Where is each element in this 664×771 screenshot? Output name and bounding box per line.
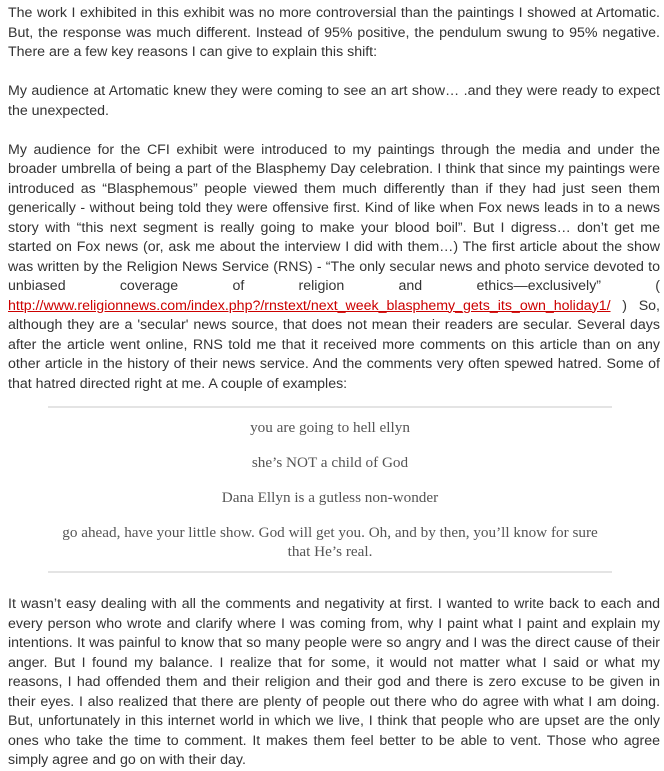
quote-spacer (48, 437, 612, 453)
quote-item: you are going to hell ellyn (250, 419, 410, 436)
cfi-text-before-link: My audience for the CFI exhibit were introduced to my paintings through the media and under the broader umbrella of being a part of the Blasphemy Day celebration. I think that since my paintings were introduced as “Blasphemous” people viewed them much differently than if they had just seen them generically - without being told they were offensive first. Kind of like when Fox news leads in to a news story with “this next segment is really going to make your blood boil”. But I digress… don’t get me started on Fox news (or, ask me about the interview I did with them…) The first article about the show was written by the Religion News Service (RNS) - “The only secular news and photo service devoted to unbiased coverage of religion and ethics—exclusively” ( (8, 141, 660, 294)
paragraph-gap (8, 121, 660, 141)
paragraph-controversy: The work I exhibited in this exhibit was no more controversial than the paintings I showed at Artomatic. But, the response was much different. Instead of 95% positive, the pendulum swung to 95% negative. There are a few key reasons I can give to explain this shift: (8, 5, 660, 60)
paragraph-closing: It wasn’t easy dealing with all the comments and negativity at first. I wanted to write back to each and every person who wrote and clarify where I was coming from, why I paint what I paint and explain my intentions. It was painful to know that so many people were so angry and I was the direct cause of their anger. But I found my balance. I realize that for some, it would not matter what I said or what my reasons, I had offended them and their religion and their god and there is zero excuse to be given in their eyes. I also realized that there are plenty of people out there who do agree with what I am doing. But, unfortunately in this internet world in which we live, I think that people who are upset are the only ones who take the time to comment. It makes them feel better to be able to vent. Those who agree simply agree and go on with their day. (8, 596, 660, 768)
comment-quotes (48, 406, 612, 573)
quote-spacer (48, 472, 612, 488)
religion-news-link[interactable]: http://www.religionnews.com/index.php?/rnstext/next_week_blasphemy_gets_its_own_holiday1/ (8, 297, 611, 314)
cfi-text-after-link: ) So, although they are a 'secular' news source, that does not mean their readers are secular. Several days after the article went online, RNS told me that it received more comments on this article than on any other article in the history of their news service. And the comments very often spewed hatred. Some of that hatred directed right at me. A couple of examples: (8, 297, 660, 392)
quote-spacer (48, 507, 612, 523)
quote-item: Dana Ellyn is a gutless non-wonder (221, 489, 439, 506)
paragraph-gap (8, 63, 660, 83)
paragraph-gap (8, 573, 660, 595)
quote-item: she’s NOT a child of God (251, 454, 409, 471)
paragraph-cfi-audience (8, 141, 660, 395)
quote-item: go ahead, have your little show. God will get you. Oh, and by then, you’ll know for sure that He’s real. (62, 524, 598, 560)
paragraph-artomatic-audience: My audience at Artomatic knew they were coming to see an art show… .and they were ready to expect the unexpected. (8, 83, 660, 119)
